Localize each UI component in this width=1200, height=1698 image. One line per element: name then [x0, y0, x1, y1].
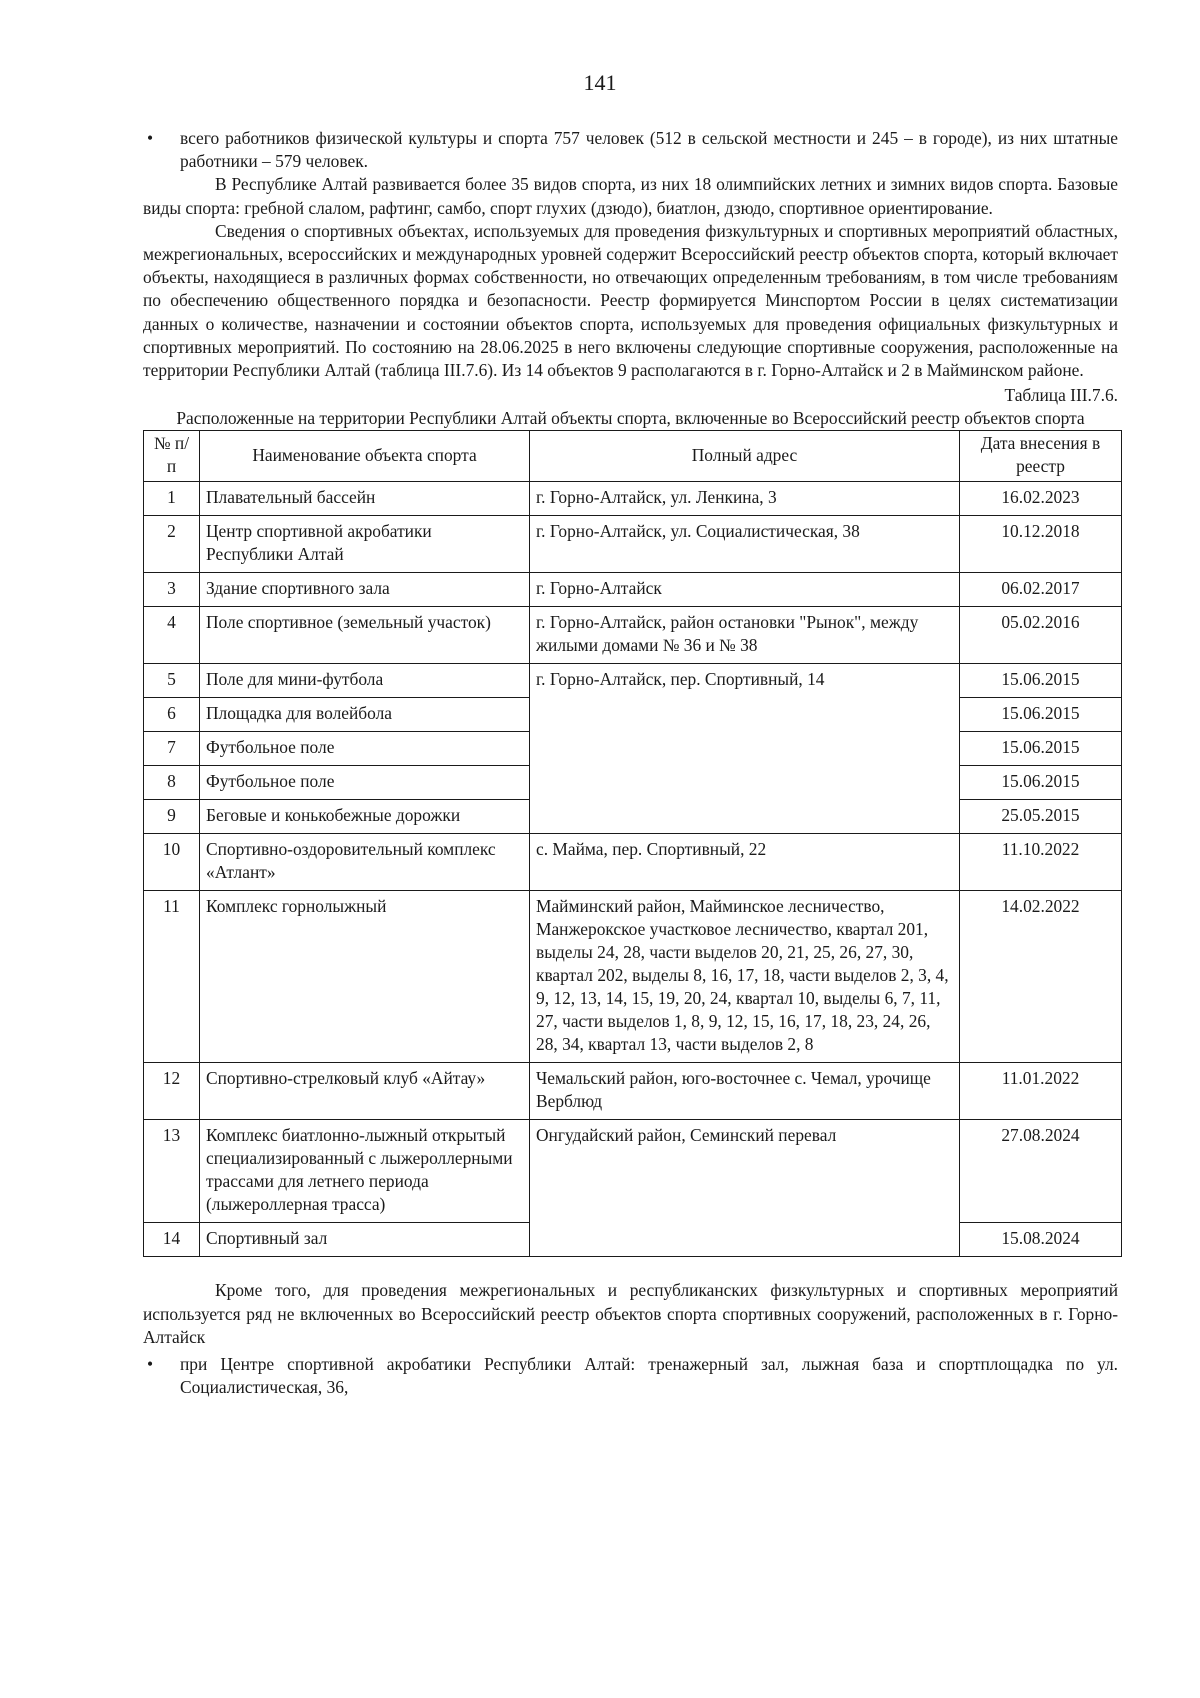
- cell-name: Футбольное поле: [200, 732, 530, 766]
- cell-num: 5: [144, 664, 200, 698]
- cell-num: 3: [144, 573, 200, 607]
- cell-num: 6: [144, 698, 200, 732]
- bullet-item-workers: [143, 127, 1118, 173]
- bullet-item-acrobatics-center: [143, 1353, 1118, 1399]
- document-body: [143, 127, 1118, 1399]
- cell-address-merged: Онгудайский район, Семинский перевал: [530, 1120, 960, 1257]
- header-date: Дата внесения в реестр: [960, 431, 1122, 482]
- table-row: [144, 607, 1122, 664]
- header-num: № п/п: [144, 431, 200, 482]
- cell-name: Центр спортивной акробатики Республики Алтай: [200, 516, 530, 573]
- cell-date: 15.06.2015: [960, 664, 1122, 698]
- cell-num: 9: [144, 800, 200, 834]
- cell-address: с. Майма, пер. Спортивный, 22: [530, 834, 960, 891]
- cell-address: г. Горно-Алтайск, район остановки "Рынок", между жилыми домами № 36 и № 38: [530, 607, 960, 664]
- cell-date: 16.02.2023: [960, 482, 1122, 516]
- cell-name: Беговые и конькобежные дорожки: [200, 800, 530, 834]
- bullet-text: всего работников физической культуры и спорта 757 человек (512 в сельской местности и 245 – в городе), из них штатные работники – 579 человек.: [180, 128, 1118, 172]
- cell-num: 7: [144, 732, 200, 766]
- cell-address: г. Горно-Алтайск, ул. Ленкина, 3: [530, 482, 960, 516]
- cell-date: 27.08.2024: [960, 1120, 1122, 1223]
- table-row: [144, 1063, 1122, 1120]
- sports-objects-table: [143, 430, 1122, 1257]
- cell-date: 15.06.2015: [960, 732, 1122, 766]
- table-row: [144, 891, 1122, 1063]
- table-row: [144, 834, 1122, 891]
- page-number: 141: [583, 70, 617, 95]
- cell-name: Площадка для волейбола: [200, 698, 530, 732]
- cell-name: Здание спортивного зала: [200, 573, 530, 607]
- cell-name: Поле для мини-футбола: [200, 664, 530, 698]
- table-row: [144, 1120, 1122, 1223]
- cell-num: 8: [144, 766, 200, 800]
- cell-address: Майминский район, Майминское лесничество, Манжерокское участковое лесничество, квартал 201, выделы 24, 28, части выделов 20, 21, 25, 26, 27, 30, квартал 202, выделы 8, 16, 17, 18, части выделов 2, 3, 4, 9, 12, 13, 14, 15, 19, 20, 24, квартал 10, выделы 6, 7, 11, 27, части выделов 1, 8, 9, 12, 15, 16, 17, 18, 23, 24, 26, 28, 34, квартал 13, части выделов 2, 8: [530, 891, 960, 1063]
- bullet-marker: •: [147, 128, 154, 148]
- cell-num: 13: [144, 1120, 200, 1223]
- cell-num: 12: [144, 1063, 200, 1120]
- cell-name: Спортивно-стрелковый клуб «Айтау»: [200, 1063, 530, 1120]
- cell-address: г. Горно-Алтайск, ул. Социалистическая, 38: [530, 516, 960, 573]
- cell-name: Спортивный зал: [200, 1223, 530, 1257]
- cell-address: г. Горно-Алтайск: [530, 573, 960, 607]
- cell-date: 15.08.2024: [960, 1223, 1122, 1257]
- cell-date: 15.06.2015: [960, 766, 1122, 800]
- cell-num: 14: [144, 1223, 200, 1257]
- table-caption: Расположенные на территории Республики Алтай объекты спорта, включенные во Всероссийский реестр объектов спорта: [176, 408, 1085, 429]
- bullet-text: при Центре спортивной акробатики Республики Алтай: тренажерный зал, лыжная база и спортплощадка по ул. Социалистическая, 36,: [180, 1354, 1118, 1398]
- paragraph-registry: Сведения о спортивных объектах, используемых для проведения физкультурных и спортивных мероприятий областных, межрегиональных, всероссийских и международных уровней содержит Всероссийский реестр объектов спорта, который включает объекты, находящиеся в различных формах собственности, но отвечающих определенным требованиям, в том числе требованиям по обеспечению общественного порядка и безопасности. Реестр формируется Минспортом России в целях систематизации данных о количестве, назначении и состоянии объектов спорта, используемых для проведения официальных физкультурных и спортивных мероприятий. По состоянию на 28.06.2025 в него включены следующие спортивные сооружения, расположенные на территории Республики Алтай (таблица III.7.6). Из 14 объектов 9 располагаются в г. Горно-Алтайск и 2 в Майминском районе.: [143, 220, 1118, 381]
- cell-num: 1: [144, 482, 200, 516]
- table-row: [144, 482, 1122, 516]
- cell-address: Чемальский район, юго-восточнее с. Чемал, урочище Верблюд: [530, 1063, 960, 1120]
- bullet-marker: •: [147, 1354, 154, 1375]
- cell-num: 4: [144, 607, 200, 664]
- cell-name: Поле спортивное (земельный участок): [200, 607, 530, 664]
- cell-date: 25.05.2015: [960, 800, 1122, 834]
- paragraph-sports-types: В Республике Алтай развивается более 35 видов спорта, из них 18 олимпийских летних и зимних видов спорта. Базовые виды спорта: гребной слалом, рафтинг, самбо, спорт глухих (дзюдо), биатлон, дзюдо, спортивное ориентирование.: [143, 174, 1118, 218]
- table-row: [144, 573, 1122, 607]
- cell-num: 2: [144, 516, 200, 573]
- cell-num: 10: [144, 834, 200, 891]
- cell-date: 10.12.2018: [960, 516, 1122, 573]
- table-header-row: [144, 431, 1122, 482]
- table-row: [144, 516, 1122, 573]
- cell-name: Спортивно-оздоровительный комплекс «Атлант»: [200, 834, 530, 891]
- cell-name: Плавательный бассейн: [200, 482, 530, 516]
- table-row: [144, 664, 1122, 698]
- cell-name: Комплекс горнолыжный: [200, 891, 530, 1063]
- cell-name: Футбольное поле: [200, 766, 530, 800]
- cell-date: 15.06.2015: [960, 698, 1122, 732]
- cell-date: 14.02.2022: [960, 891, 1122, 1063]
- cell-date: 11.10.2022: [960, 834, 1122, 891]
- cell-name: Комплекс биатлонно-лыжный открытый специализированный с лыжероллерными трассами для летнего периода (лыжероллерная трасса): [200, 1120, 530, 1223]
- cell-num: 11: [144, 891, 200, 1063]
- table-number: Таблица III.7.6.: [1004, 385, 1118, 406]
- header-name: Наименование объекта спорта: [200, 431, 530, 482]
- header-address: Полный адрес: [530, 431, 960, 482]
- cell-date: 05.02.2016: [960, 607, 1122, 664]
- cell-address-merged: г. Горно-Алтайск, пер. Спортивный, 14: [530, 664, 960, 834]
- cell-date: 11.01.2022: [960, 1063, 1122, 1120]
- paragraph-other-facilities: Кроме того, для проведения межрегиональных и республиканских физкультурных и спортивных мероприятий используется ряд не включенных во Всероссийский реестр объектов спорта спортивных сооружений, расположенных в г. Горно-Алтайск: [143, 1280, 1118, 1347]
- cell-date: 06.02.2017: [960, 573, 1122, 607]
